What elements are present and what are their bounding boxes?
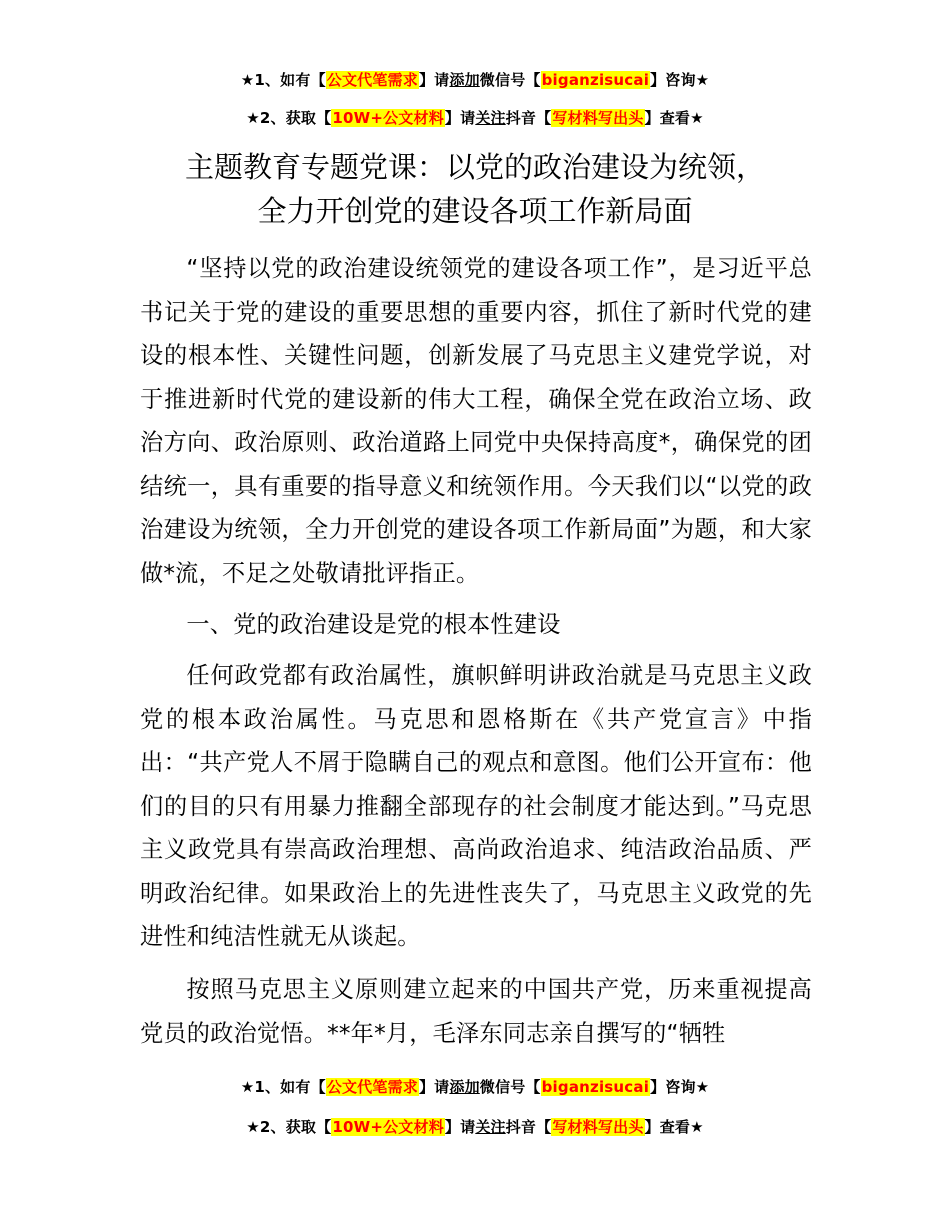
promo-highlight: 10W+公文材料 xyxy=(332,109,444,127)
promo-wechat-id: biganzisucai xyxy=(541,71,650,89)
promo-highlight: 公文代笔需求 xyxy=(326,1078,418,1096)
promo-prefix: ★1、如有【 xyxy=(240,1078,326,1096)
promo-underline: 关注 xyxy=(475,109,506,127)
paragraph-text: “坚持以党的政治建设统领党的建设各项工作”，是习近平总书记关于党的建设的重要思想的重要内容，抓住了新时代党的建设的根本性、关键性问题，创新发展了马克思主义建党学说，对于推进新时代党的建设新的伟大工程，确保全党在政治立场、政治方向、政治原则、政治道路上同党中央保持高度*，确保党的团结统一，具有重要的指导意义和统领作用。今天我们以“以党的政治建设为统领，全力开创党的建设各项工作新局面”为题，和大家做*流，不足之处敬请批评指正。 xyxy=(140,255,812,587)
promo-text: 抖音【 xyxy=(505,1118,552,1136)
promo-prefix: ★2、获取【 xyxy=(246,109,332,127)
promo-text: 】请 xyxy=(418,71,450,89)
promo-underline: 关注 xyxy=(475,1118,506,1136)
paragraph-intro xyxy=(140,247,812,595)
promo-suffix: 】咨询★ xyxy=(650,71,710,89)
promo-suffix: 】查看★ xyxy=(644,109,704,127)
paragraph-text: 按照马克思主义原则建立起来的中国共产党，历来重视提高党员的政治觉悟。**年*月，毛泽东同志亲自撰写的“牺牲 xyxy=(140,976,812,1047)
promo-highlight: 公文代笔需求 xyxy=(326,71,418,89)
promo-prefix: ★2、获取【 xyxy=(246,1118,332,1136)
footer-promo-line-2 xyxy=(0,1116,950,1137)
paragraph-text: 任何政党都有政治属性，旗帜鲜明讲政治就是马克思主义政党的根本政治属性。马克思和恩格斯在《共产党宣言》中指出：“共产党人不屑于隐瞒自己的观点和意图。他们公开宣布：他们的目的只有用暴力推翻全部现存的社会制度才能达到。”马克思主义政党具有崇高政治理想、高尚政治追求、纯洁政治品质、严明政治纪律。如果政治上的先进性丧失了，马克思主义政党的先进性和纯洁性就无从谈起。 xyxy=(140,662,812,950)
promo-douyin-account: 写材料写出头 xyxy=(552,109,644,127)
document-title-line-1: 主题教育专题党课：以党的政治建设为统领， xyxy=(184,150,765,184)
promo-underline: 添加 xyxy=(449,1078,480,1096)
footer-promo-line-1 xyxy=(0,1076,950,1097)
header-promo-line-2 xyxy=(0,107,950,128)
promo-douyin-account: 写材料写出头 xyxy=(552,1118,644,1136)
paragraph-section-1 xyxy=(140,654,812,959)
promo-prefix: ★1、如有【 xyxy=(240,71,326,89)
promo-text: 微信号【 xyxy=(479,71,541,89)
paragraph-section-1b xyxy=(140,968,812,1055)
heading-text: 一、党的政治建设是党的根本性建设 xyxy=(186,611,561,638)
promo-text: 】请 xyxy=(418,1078,450,1096)
promo-text: 抖音【 xyxy=(505,109,552,127)
header-promo-line-1 xyxy=(0,69,950,90)
section-heading-1 xyxy=(140,603,812,647)
promo-text: 微信号【 xyxy=(479,1078,541,1096)
promo-text: 】请 xyxy=(444,1118,476,1136)
promo-highlight: 10W+公文材料 xyxy=(332,1118,444,1136)
promo-text: 】请 xyxy=(444,109,476,127)
promo-suffix: 】咨询★ xyxy=(650,1078,710,1096)
promo-suffix: 】查看★ xyxy=(644,1118,704,1136)
promo-underline: 添加 xyxy=(449,71,480,89)
promo-wechat-id: biganzisucai xyxy=(541,1078,650,1096)
document-title-line-2: 全力开创党的建设各项工作新局面 xyxy=(257,194,693,228)
